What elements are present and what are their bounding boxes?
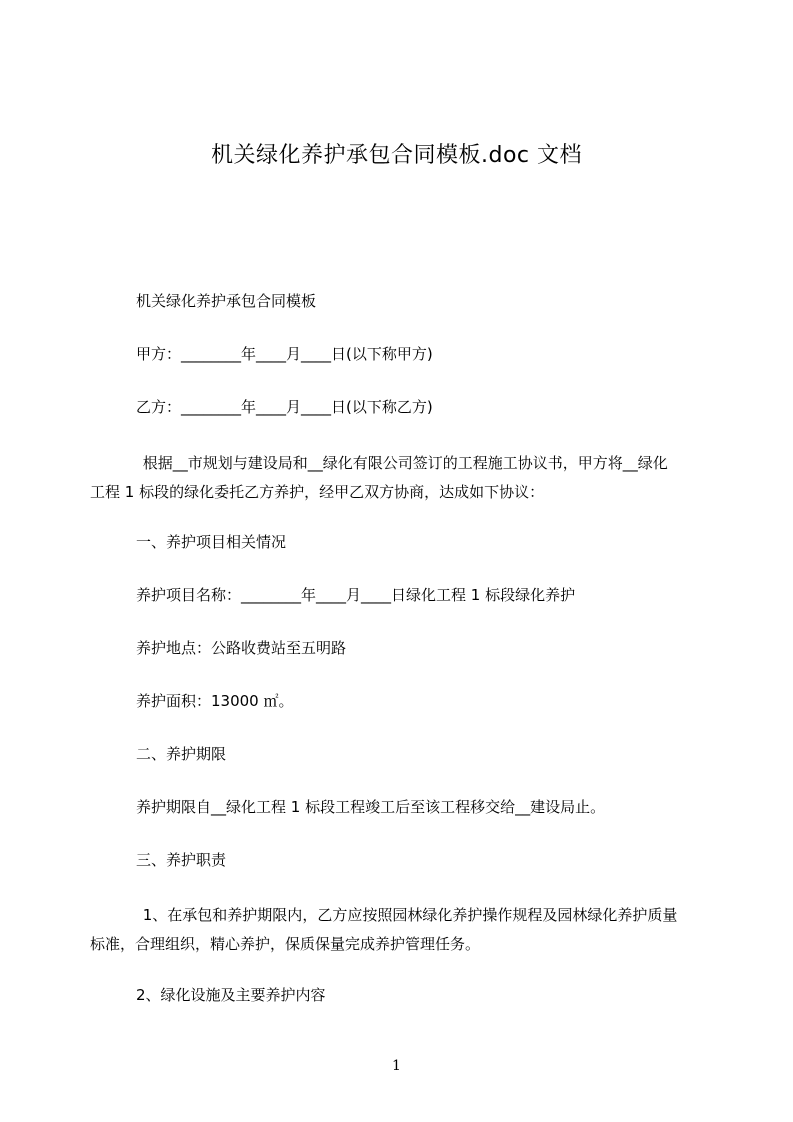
duty-paragraph-1: [90, 901, 726, 959]
project-name-line: 养护项目名称：________年____月____日绿化工程 1 标段绿化养护: [136, 586, 576, 604]
agreement-line-1: 根据__市规划与建设局和__绿化有限公司签订的工程施工协议书，甲方将__绿化: [138, 454, 668, 472]
duty-item-2-heading: 2、绿化设施及主要养护内容: [136, 986, 326, 1004]
section-heading-1: 一、养护项目相关情况: [136, 533, 287, 551]
area-line: 养护面积：13000 ㎡。: [136, 692, 294, 710]
duty-1-line-2: 标准，合理组织，精心养护，保质保量完成养护管理任务。: [90, 935, 481, 953]
agreement-line-2: 工程 1 标段的绿化委托乙方养护，经甲乙双方协商，达成如下协议：: [90, 483, 545, 501]
contract-heading: 机关绿化养护承包合同模板: [136, 292, 317, 310]
duty-1-line-1: 1、在承包和养护期限内，乙方应按照园林绿化养护操作规程及园林绿化养护质量: [138, 906, 678, 924]
section-heading-2: 二、养护期限: [136, 745, 227, 763]
location-line: 养护地点：公路收费站至五明路: [136, 639, 347, 657]
agreement-paragraph: [90, 449, 726, 507]
section-heading-3: 三、养护职责: [136, 851, 227, 869]
term-line: 养护期限自__绿化工程 1 标段工程竣工后至该工程移交给__建设局止。: [136, 798, 606, 816]
document-title: 机关绿化养护承包合同模板.doc 文档: [210, 143, 582, 168]
page-number: 1: [392, 1058, 401, 1074]
party-a-line: 甲方：________年____月____日(以下称甲方): [136, 345, 433, 363]
party-b-line: 乙方：________年____月____日(以下称乙方): [136, 398, 433, 416]
